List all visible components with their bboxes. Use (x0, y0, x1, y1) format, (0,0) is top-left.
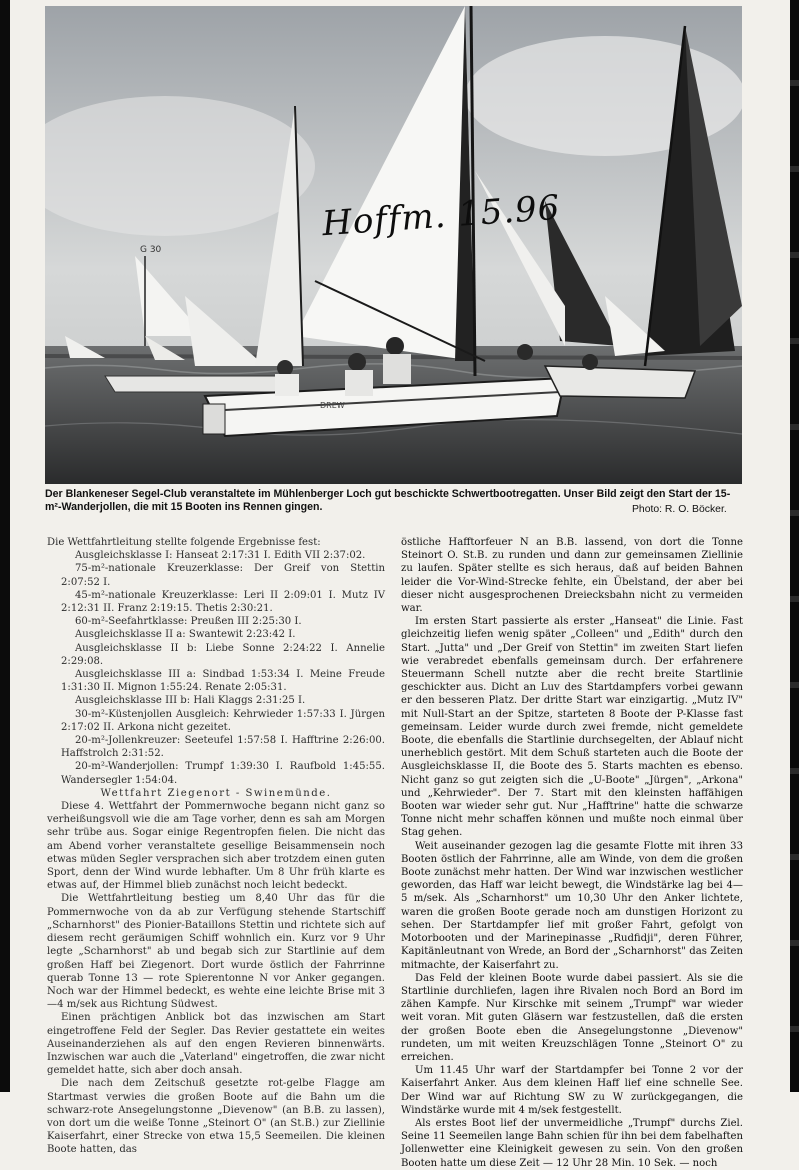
result-line: Ausgleichsklasse III b: Hali Klaggs 2:31:25 I. (75, 695, 306, 707)
result-line: Ausgleichsklasse II b: Liebe Sonne 2:24:22 I. Annelie 2:29:08. (61, 642, 385, 667)
section-subhead: Wettfahrt Ziegenort - Swinemünde. (100, 787, 332, 799)
body-paragraph: Die nach dem Zeitschuß gesetzte rot-gelbe Flagge am Startmast verwies die großen Boote auf die Bahn um die schwarz-rote Ansegelungstonne „Dievenow" (an B.B. zu lassen), von dort um die weiße Tonne „Steinort O" (an St.B.) zur Ziellinie Kaiserfahrt, einer Strecke von etwa 15,5 Seemeilen. Die kleinen Boote hatten, das (47, 1078, 385, 1156)
result-line: 20-m²-Jollenkreuzer: Seeteufel 1:57:58 I. Hafftrine 2:26:00. Haffstrolch 2:31:52. (61, 735, 385, 760)
result-line: Ausgleichsklasse III a: Sindbad 1:53:34 I. Meine Freude 1:31:30 II. Mignon 1:55:24. Renate 2:05:31. (61, 669, 385, 694)
body-paragraph: Die Wettfahrtleitung bestieg um 8,40 Uhr das für die Pommernwoche von da ab zur Verfügung stehende Startschiff „Scharnhorst" des Pionier-Bataillons Stettin und richtete sich auf diesem recht geräumigen Schiff wohnlich ein. Kurz vor 9 Uhr legte „Scharnhorst" ab und begab sich zur Startlinie auf dem großen Haff bei Ziegenort. Dort wurde östlich der Fahrrinne querab Tonne 13 — rote Spierentonne N vor Anker gegangen. Noch war der Himmel bedeckt, es wehte eine leichte Brise mit 3—4 m/sek aus Richtung Südwest. (47, 893, 385, 1011)
result-line: 20-m²-Wanderjollen: Trumpf 1:39:30 I. Raufbold 1:45:55. Wandersegler 1:54:04. (61, 761, 385, 786)
body-paragraph: östliche Hafftorfeuer N an B.B. lassend, von dort die Tonne Steinort O. St.B. zu runden und dann zur gemeinsamen Ziellinie zu laufen. Später stellte es sich heraus, daß auf beiden Bahnen leider die Vor-Wind-Strecke fehlte, ein Übelstand, der aber bei dieser nicht ausgesprochenen Dreiecksbahn nicht zu vermeiden war. (401, 537, 743, 615)
result-line: Ausgleichsklasse I: Hanseat 2:17:31 I. Edith VII 2:37:02. (75, 550, 366, 562)
photo-credit: Photo: R. O. Böcker. (632, 504, 727, 515)
result-line: 30-m²-Küstenjollen Ausgleich: Kehrwieder 1:57:33 I. Jürgen 2:17:02 II. Arkona nicht gezeitet. (61, 708, 385, 733)
sail-number: G 30 (140, 245, 162, 255)
body-paragraph: Als erstes Boot lief der unvermeidliche „Trumpf" durchs Ziel. Seine 11 Seemeilen lange Bahn schien für ihn bei dem fabelhaften Jollenwetter eine Kleinigkeit gewesen zu sein. Von den großen Booten hatte um diese Zeit — 12 Uhr 28 Min. 10 Sek. — noch (401, 1117, 743, 1169)
results-intro: Die Wettfahrtleitung stellte folgende Ergebnisse fest: (47, 537, 321, 548)
boat-name-on-hull: DREW (320, 401, 345, 410)
result-line: 75-m²-nationale Kreuzerklasse: Der Greif von Stettin 2:07:52 I. (61, 563, 385, 588)
handwritten-archive-note: Hoffm. 15.96 (320, 187, 562, 245)
scan-right-edge (790, 0, 799, 1092)
scan-left-edge (0, 0, 10, 1092)
right-column (401, 536, 743, 1170)
body-paragraph: Einen prächtigen Anblick bot das inzwischen am Start eingetroffene Feld der Segler. Das Revier gestattete ein weites Auseinanderziehen als auf den engen Revieren binnenwärts. Inzwischen war auch die „Vaterland" eingetroffen, die zwar nicht gemeldet hatte, sich aber doch ansah. (47, 1012, 385, 1077)
left-column (47, 536, 385, 1157)
result-line: Ausgleichsklasse II a: Swantewit 2:23:42 I. (75, 629, 296, 641)
result-line: 60-m²-Seefahrtklasse: Preußen III 2:25:30 I. (75, 616, 302, 628)
body-paragraph: Diese 4. Wettfahrt der Pommernwoche begann nicht ganz so verheißungsvoll wie die am Tage vorher, denn es sah am Morgen sehr trübe aus. Sogar einige Regentropfen fielen. Die nicht das am Abend vorher veranstaltete gesellige Beisammensein noch etwas müden Segler versprachen sich aber trotzdem einen guten Sport, denn der Wind wurde lebhafter. Um 8 Uhr früh klarte es etwas auf, der Himmel blieb zunächst noch leicht bedeckt. (47, 801, 385, 892)
photo-caption: Der Blankeneser Segel-Club veranstaltete im Mühlenberger Loch gut beschickte Schwertbootregatten. Unser Bild zeigt den Start der 15-m²-Wanderjollen, die mit 15 Booten ins Rennen gingen. (45, 488, 731, 513)
body-paragraph: Das Feld der kleinen Boote wurde dabei passiert. Als sie die Startlinie durchliefen, lagen ihre Rivalen noch Bord an Bord im zähen Kampfe. Nur Kirschke mit seinem „Trumpf" war wieder weit voran. Mit guten Gläsern war festzustellen, daß die ersten der großen Boote eben die Ansegelungstonne „Dievenow" rundeten, um mit weiten Kreuzschlägen Tonne „Steinort O" zu erreichen. (401, 972, 743, 1063)
body-paragraph: Um 11.45 Uhr warf der Startdampfer bei Tonne 2 vor der Kaiserfahrt Anker. Aus dem kleinen Haff lief eine schnelle See. Der Wind war auf Richtung SW zu W zurückgegangen, die Windstärke wurde mit 4 m/sek festgestellt. (401, 1065, 743, 1116)
regatta-photo (45, 6, 742, 484)
result-line: 45-m²-nationale Kreuzerklasse: Leri II 2:09:01 I. Mutz IV 2:12:31 II. Franz 2:19:15. Thetis 2:30:21. (61, 589, 385, 615)
body-paragraph: Weit auseinander gezogen lag die gesamte Flotte mit ihren 33 Booten östlich der Fahrrinne, alle am Winde, von dem die großen Boote zunächst mehr hatten. Der Wind war inzwischen westlicher geworden, das Haff war leicht bewegt, die Windstärke lag bei 4—5 m/sek. Als „Scharnhorst" um 10,30 Uhr den Anker lichtete, waren die großen Boote gerade noch am dunstigen Horizont zu sehen. Der Startdampfer lief mit großer Fahrt, gefolgt von Motorbooten und der Marinepinasse „Rudfidji", deren Führer, Kapitänleutnant von Wrede, an Bord der „Scharnhorst" das Zeiten mitmachte, der Kaiserfahrt zu. (401, 840, 743, 971)
body-paragraph: Im ersten Start passierte als erster „Hanseat" die Linie. Fast gleichzeitig liefen wenig später „Colleen" und „Edith" durch den Start. „Jutta" und „Der Greif von Stettin" im zweiten Start liefen wie verabredet ebenfalls gemeinsam durch. Der erfahrenere Steuermann Schell nutzte aber die recht breite Startlinie geschickter aus. Dicht an Luv des Startdampfers vorbei gewann er den besseren Platz. Der dritte Start war einzigartig. „Mutz IV" mit Null-Start an der Spitze, starteten 8 Boote der P-Klasse fast gemeinsam. Leider wurde durch zwei fremde, nicht gemeldete Boote, die ebenfalls die Startlinie durchsegelten, der Ablauf nicht unerheblich gestört. Mit dem Schuß starteten auch die Boote der Ausgleichsklasse II, die Boote des 5. Starts machten es ebenso. Nicht ganz so gut zeigten sich die „U-Boote" „Jürgen", „Arkona" und „Kehrwieder". Der 7. Start mit den kleinsten haffähigen Booten war wieder sehr gut. Nur „Hafftrine" hatte die schwarze Tonne nicht mehr schaffen können und mußte noch einmal über Stag gehen. (401, 616, 743, 839)
